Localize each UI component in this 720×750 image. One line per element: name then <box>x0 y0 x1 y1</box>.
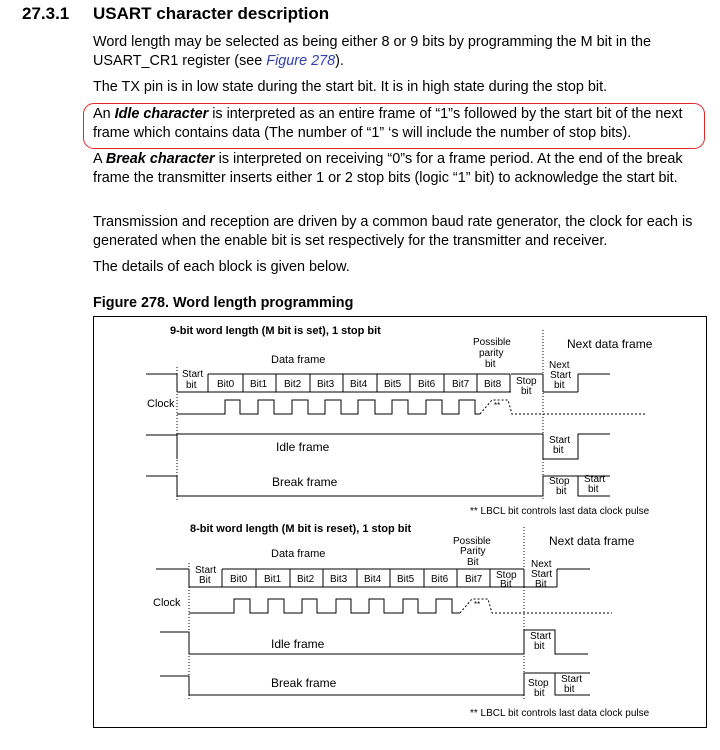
clock-label: Clock <box>153 597 181 609</box>
next-data-frame-label: Next data frame <box>549 534 635 548</box>
bit-label: Bit2 <box>284 379 302 390</box>
break-waveform <box>146 476 610 496</box>
bit-label: Bit1 <box>250 379 268 390</box>
break-waveform <box>160 673 590 695</box>
bit-label: Bit8 <box>484 379 502 390</box>
stop-bit-label: bit <box>521 386 532 397</box>
bit-dividers <box>208 374 477 392</box>
parity-label: parity <box>479 348 504 359</box>
next-start-bit-label: Start <box>531 569 553 580</box>
idle-waveform <box>146 434 610 459</box>
bit-label: Bit0 <box>230 574 248 585</box>
lbcl-marker: ** <box>494 401 501 410</box>
next-start-bit-label: Start <box>550 370 572 381</box>
idle-frame-label: Idle frame <box>276 440 330 454</box>
stop-bit-label: Bit <box>500 579 512 590</box>
data-frame-label: Data frame <box>271 548 326 560</box>
data-frame-label: Data frame <box>271 354 326 366</box>
parity-label: Possible <box>453 536 491 547</box>
idle-waveform <box>160 630 588 654</box>
clock-waveform <box>189 599 460 613</box>
break-stop-bit-label: Stop <box>549 476 570 487</box>
bit-label: Bit3 <box>317 379 335 390</box>
break-character-term: Break character <box>105 151 215 167</box>
break-start-bit-label: Start <box>561 674 583 685</box>
break-stop-bit-label: bit <box>556 486 567 497</box>
bit-label: Bit1 <box>264 574 282 585</box>
parity-label: Parity <box>460 546 486 557</box>
bit-dividers <box>222 569 490 587</box>
bit-label: Bit7 <box>465 574 483 585</box>
paragraph-baud-rate: Transmission and reception are driven by a common baud rate generator, the clock for each is generated when the enable bit is set respectively for the transmitter and receiver. <box>93 214 693 249</box>
lbcl-marker: ** <box>474 600 481 609</box>
start-bit-label: bit <box>186 380 197 391</box>
paragraph-text: is interpreted on receiving “0”s for a frame period. At the end of the break frame the transmitter inserts either 1 or 2 stop bits (logic “1” bit) to acknowledge the start bit. <box>93 151 683 186</box>
idle-frame-label: Idle frame <box>271 637 325 651</box>
figure-278-link[interactable]: Figure 278 <box>266 53 336 69</box>
parity-label: Bit <box>467 557 479 568</box>
section-title: USART character description <box>93 4 330 23</box>
break-stop-bit-label: bit <box>534 688 545 699</box>
bit-label: Bit2 <box>297 574 315 585</box>
parity-label: bit <box>485 359 496 370</box>
section-number: 27.3.1 <box>22 4 70 23</box>
bit-label: Bit7 <box>452 379 470 390</box>
lbcl-footnote: ** LBCL bit controls last data clock pulse <box>470 506 650 517</box>
paragraph-details: The details of each block is given below. <box>93 259 350 275</box>
bit-label: Bit6 <box>418 379 436 390</box>
break-stop-bit-label: Stop <box>528 678 549 689</box>
idle-start-bit-label: bit <box>553 445 564 456</box>
bit-label: Bit4 <box>364 574 382 585</box>
next-start-bit-label: Next <box>531 559 552 570</box>
start-bit-label: Start <box>182 369 204 380</box>
next-data-frame-label: Next data frame <box>567 337 653 351</box>
next-start-bit-label: bit <box>554 380 565 391</box>
clock-last-pulse <box>480 400 645 414</box>
bit-label: Bit4 <box>350 379 368 390</box>
paragraph-text: An <box>93 106 115 122</box>
bottom-diagram-title: 8-bit word length (M bit is reset), 1 stop bit <box>190 523 412 535</box>
data-bit-labels <box>230 574 483 585</box>
parity-label: Possible <box>473 337 511 348</box>
stop-bit-label: Stop <box>496 570 517 581</box>
clock-label: Clock <box>147 398 175 410</box>
next-start-bit-label: Next <box>549 360 570 371</box>
idle-character-term: Idle character <box>114 106 209 122</box>
figure-caption: Figure 278. Word length programming <box>93 295 354 311</box>
paragraph-text: ). <box>335 53 344 69</box>
bit-label: Bit3 <box>330 574 348 585</box>
data-bit-labels <box>217 379 502 390</box>
stop-bit-label: Stop <box>516 376 537 387</box>
bit-label: Bit0 <box>217 379 235 390</box>
start-bit-label: Bit <box>199 575 211 586</box>
paragraph-text: A <box>93 151 106 167</box>
idle-start-bit-label: bit <box>534 641 545 652</box>
break-frame-label: Break frame <box>271 676 337 690</box>
next-start-bit-label: Bit <box>535 579 547 590</box>
break-start-bit-label: Start <box>584 474 606 485</box>
clock-waveform <box>177 400 480 414</box>
bit-label: Bit6 <box>431 574 449 585</box>
paragraph-text: Word length may be selected as being either 8 or 9 bits by programming the M bit in the USART_CR1 register (see <box>93 34 652 69</box>
break-start-bit-label: bit <box>588 484 599 495</box>
paragraph-tx-pin: The TX pin is in low state during the start bit. It is in high state during the stop bit. <box>93 79 608 95</box>
clock-last-pulse <box>460 599 612 613</box>
idle-start-bit-label: Start <box>549 435 571 446</box>
lbcl-footnote: ** LBCL bit controls last data clock pulse <box>470 708 650 719</box>
idle-start-bit-label: Start <box>530 631 552 642</box>
bit-label: Bit5 <box>397 574 415 585</box>
break-frame-label: Break frame <box>272 475 338 489</box>
start-bit-label: Start <box>195 565 217 576</box>
break-start-bit-label: bit <box>564 684 575 695</box>
paragraph-text: is interpreted as an entire frame of “1”s followed by the start bit of the next frame which contains data (The number of “1” ‘s will include the number of stop bits). <box>93 106 683 141</box>
top-diagram-title: 9-bit word length (M bit is set), 1 stop bit <box>170 325 381 337</box>
bit-label: Bit5 <box>384 379 402 390</box>
